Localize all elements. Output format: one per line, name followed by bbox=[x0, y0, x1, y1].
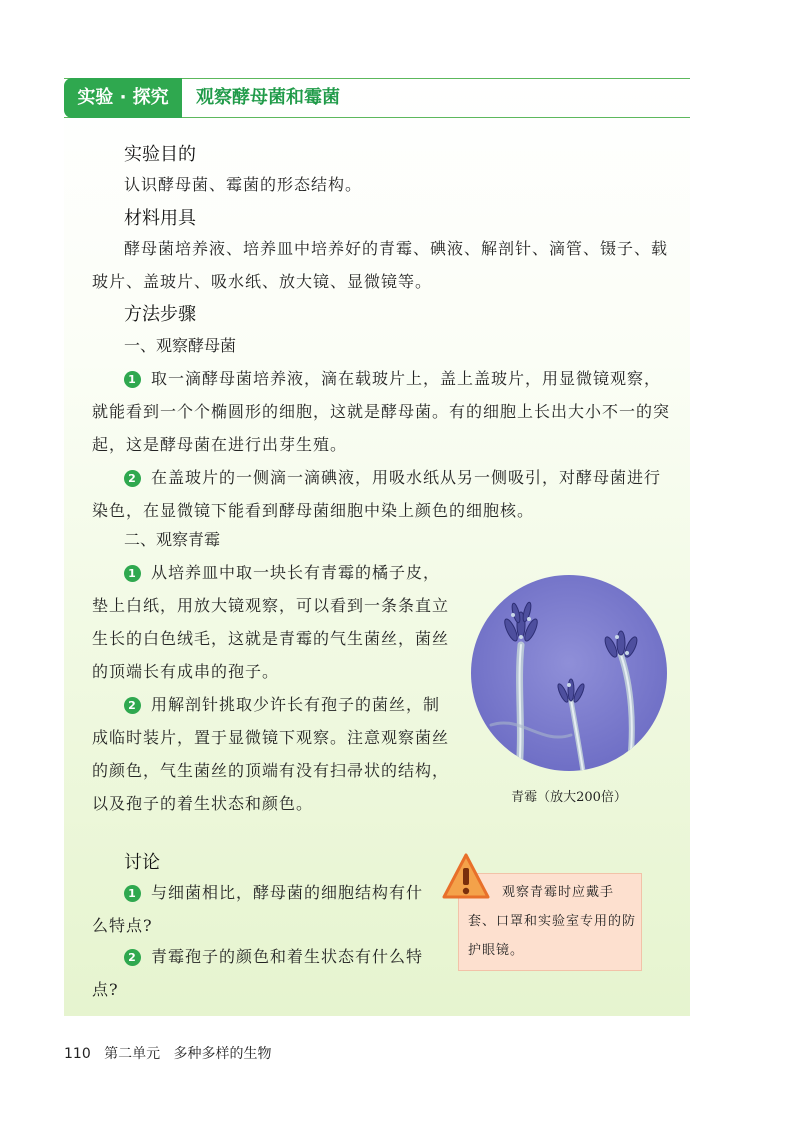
mold-step-1-text: 从培养皿中取一块长有青霉的橘子皮，垫上白纸，用放大镜观察，可以看到一条条直立生长的白色绒毛，这就是青霉的气生菌丝，菌丝的顶端长有成串的孢子。 bbox=[92, 563, 450, 681]
discussion-heading: 讨论 bbox=[124, 852, 160, 873]
page-number: 110 bbox=[64, 1046, 91, 1062]
figure-caption: 青霉（放大200倍） bbox=[511, 790, 627, 805]
safety-warning-text: 观察青霉时应戴手套、口罩和实验室专用的防护眼镜。 bbox=[468, 885, 637, 958]
unit-title: 多种多样的生物 bbox=[173, 1046, 272, 1062]
mold-step-1 bbox=[92, 556, 454, 688]
discussion-question-2 bbox=[92, 940, 437, 1006]
steps-heading: 方法步骤 bbox=[124, 304, 196, 325]
mold-step-2 bbox=[92, 688, 454, 820]
purpose-heading: 实验目的 bbox=[124, 144, 196, 165]
question-number-2: 2 bbox=[124, 949, 141, 966]
micrograph-field bbox=[471, 575, 667, 771]
yeast-step-2-text: 在盖玻片的一侧滴一滴碘液，用吸水纸从另一侧吸引，对酵母菌进行染色，在显微镜下能看到酵母菌细胞中染上颜色的细胞核。 bbox=[92, 468, 662, 520]
discussion-question-1-text: 与细菌相比，酵母菌的细胞结构有什么特点? bbox=[92, 883, 424, 935]
yeast-subheading: 一、观察酵母菌 bbox=[124, 336, 237, 355]
purpose-text: 认识酵母菌、霉菌的形态结构。 bbox=[124, 175, 363, 194]
unit-label: 第二单元 bbox=[104, 1046, 161, 1062]
step-number-2: 2 bbox=[124, 697, 141, 714]
step-number-1: 1 bbox=[124, 565, 141, 582]
discussion-question-2-text: 青霉孢子的颜色和着生状态有什么特点? bbox=[92, 947, 424, 999]
page-footer bbox=[64, 1043, 271, 1063]
yeast-step-2 bbox=[92, 461, 672, 527]
mold-step-2-text: 用解剖针挑取少许长有孢子的菌丝，制成临时装片，置于显微镜下观察。注意观察菌丝的颜色，气生菌丝的顶端有没有扫帚状的结构，以及孢子的着生状态和颜色。 bbox=[92, 695, 450, 813]
experiment-title: 观察酵母菌和霉菌 bbox=[196, 87, 340, 108]
yeast-step-1 bbox=[92, 362, 672, 461]
penicillium-micrograph bbox=[471, 575, 667, 771]
discussion-question-1 bbox=[92, 876, 437, 942]
section-tag: 实验 · 探究 bbox=[64, 78, 182, 118]
step-number-2: 2 bbox=[124, 470, 141, 487]
yeast-step-1-text: 取一滴酵母菌培养液，滴在载玻片上，盖上盖玻片，用显微镜观察，就能看到一个个椭圆形的细胞，这就是酵母菌。有的细胞上长出大小不一的突起，这是酵母菌在进行出芽生殖。 bbox=[92, 369, 671, 454]
materials-text: 酵母菌培养液、培养皿中培养好的青霉、碘液、解剖针、滴管、镊子、载玻片、盖玻片、吸水纸、放大镜、显微镜等。 bbox=[92, 239, 669, 291]
step-number-1: 1 bbox=[124, 371, 141, 388]
question-number-1: 1 bbox=[124, 885, 141, 902]
mold-subheading: 二、观察青霉 bbox=[124, 530, 221, 549]
materials-heading: 材料用具 bbox=[124, 208, 196, 229]
